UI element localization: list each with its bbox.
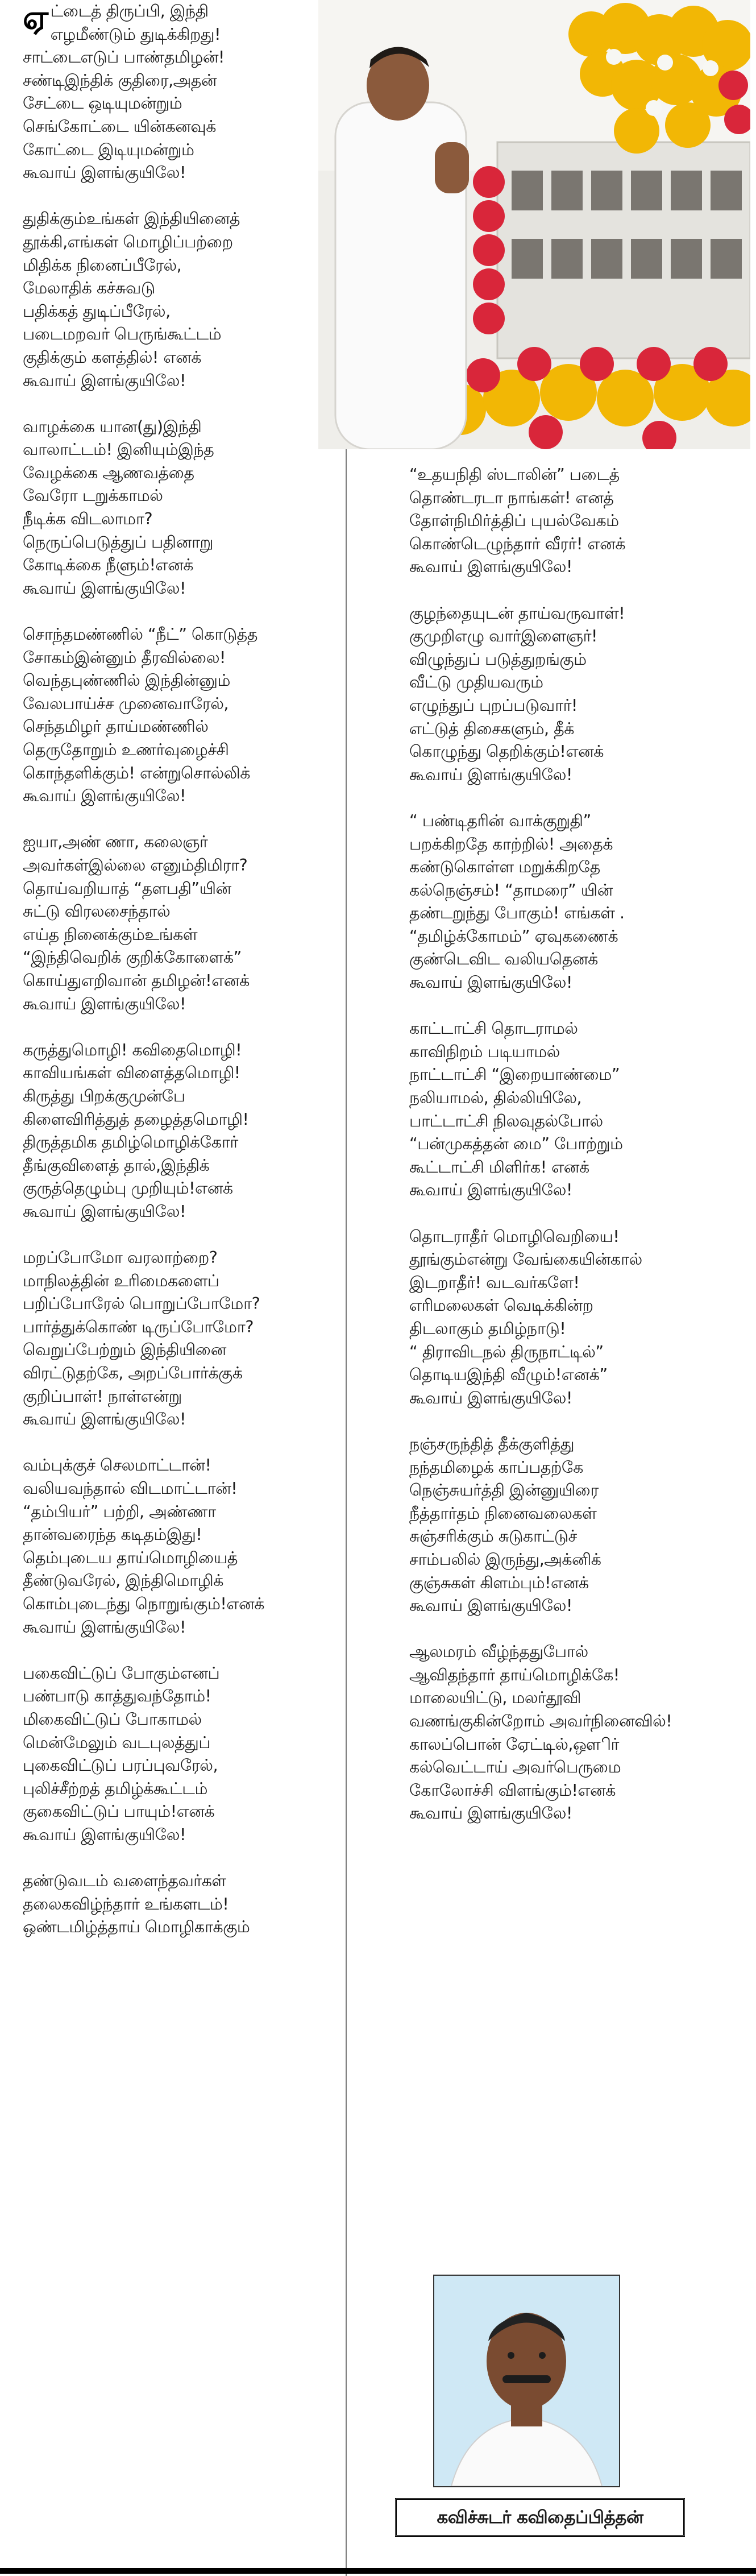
poem-line: பறிப்போரேல் பொறுப்போமோ?	[23, 1294, 260, 1314]
poem-line: வீட்டு முதியவரும்	[409, 673, 543, 692]
poem-line: தலைகவிழ்ந்தார் உங்களடம்!	[23, 1894, 229, 1914]
poem-line: குறிப்பாள்! நாள்என்று	[23, 1386, 182, 1406]
poem-line: “தம்பியர்” பற்றி, அண்ணா	[23, 1502, 216, 1521]
poem-line: விரட்டுதற்கே, அறப்போர்க்குக்	[23, 1364, 243, 1383]
poem-line: கூவாய் இளங்குயிலே!	[409, 765, 572, 784]
poem-line: தொடராதீர் மொழிவெறியை!	[409, 1227, 620, 1246]
poem-line: கூவாய் இளங்குயிலே!	[409, 1596, 572, 1616]
poem-line: சோகம்இன்னும் தீரவில்லை!	[23, 648, 226, 667]
poem-line: கூவாய் இளங்குயிலே!	[23, 371, 186, 390]
poem-line: புகைவிட்டுப் பரப்புவரேல்,	[23, 1756, 218, 1775]
poem-line: வேழக்கை ஆணவத்தை	[23, 463, 194, 482]
poem-line: கூவாய் இளங்குயிலே!	[23, 786, 186, 806]
poem-stanza	[23, 1246, 307, 1431]
poem-line: கூவாய் இளங்குயிலே!	[409, 1181, 572, 1200]
poem-line: வேரோ டறுக்காமல்	[23, 486, 163, 506]
poem-line: கொந்தளிக்கும்! என்றுசொல்லிக்	[23, 763, 250, 782]
poem-line: கூவாய் இளங்குயிலே!	[409, 1804, 572, 1823]
poem-line: நீடிக்க விடலாமா?	[23, 510, 153, 529]
poem-line: பதிக்கத் துடிப்பீரேல்,	[23, 301, 171, 321]
poem-line: கூவாய் இளங்குயிலே!	[23, 1617, 186, 1637]
poem-line: “ திராவிடநல் திருநாட்டில்”	[409, 1342, 604, 1361]
poem-line: காலப்பொன் ஏேட்டில்,ஔிர்	[409, 1734, 619, 1754]
poem-stanza	[23, 416, 307, 600]
poem-stanza	[409, 463, 745, 579]
poem-line: தூக்கி,எங்கள் மொழிப்பற்றை	[23, 232, 233, 251]
poem-line: குண்டெவிட வலியதெனக்	[409, 950, 598, 969]
poem-line: நெருப்பெடுத்துப் பதினாறு	[23, 532, 213, 552]
poem-line: “பன்முகத்தன் மை” போற்றும்	[409, 1134, 623, 1154]
poem-stanza	[409, 810, 745, 995]
poem-line: இடறாதீர்! வடவர்களே!	[409, 1273, 580, 1292]
poem-line: கூவாய் இளங்குயிலே!	[23, 1202, 186, 1221]
bottom-rule	[0, 2568, 756, 2574]
poem-line: செந்தமிழர் தாய்மண்ணில்	[23, 717, 209, 736]
poem-left-column	[23, 0, 307, 1939]
poem-line: தொய்வறியாத் “தளபதி”யின்	[23, 879, 231, 898]
poem-line: மாநிலத்தின் உரிமைகளைப்	[23, 1271, 219, 1290]
poem-line: கூவாய் இளங்குயிலே!	[409, 557, 572, 577]
poem-line: கூவாய் இளங்குயிலே!	[409, 973, 572, 992]
poem-line: கூவாய் இளங்குயிலே!	[23, 163, 186, 183]
poem-line: தெம்புடைய தாய்மொழியைத்	[23, 1548, 238, 1567]
poem-line: நெஞ்சுயர்த்தி இன்னுயிரை	[409, 1481, 599, 1500]
poem-line: தெருதோறும் உணர்வுழைச்சி	[23, 740, 229, 759]
poem-line: வாலாட்டம்! இனியும்இந்த	[23, 440, 214, 459]
poem-line: கிளைவிரித்துத் தழைத்தமொழி!	[23, 1109, 249, 1129]
column-divider	[346, 449, 347, 2576]
poem-line: வெந்தபுண்ணில் இந்தின்னும்	[23, 671, 230, 690]
poem-line: “தமிழ்க்கோமம்” ஏவுகணைக்	[409, 926, 618, 946]
poem-line: நாட்டாட்சி “இறையாண்மை”	[409, 1065, 620, 1084]
poem-line: எழமீண்டும் துடிக்கிறது!	[50, 24, 221, 44]
poem-line: கோட்டை இடியுமன்றும்	[23, 140, 194, 159]
poem-stanza	[23, 623, 307, 808]
poem-line: மிகைவிட்டுப் போகாமல்	[23, 1709, 202, 1729]
poem-line: கூவாய் இளங்குயிலே!	[409, 1388, 572, 1407]
poem-line: கிருத்து பிறக்குமுன்பே	[23, 1086, 185, 1105]
poem-line: சொந்தமண்ணில் “நீட்” கொடுத்த	[23, 625, 257, 644]
poem-line: குதிக்கும் களத்தில்! எனக்	[23, 347, 202, 367]
poem-line: வாழக்கை யான(து)இந்தி	[23, 417, 202, 436]
poem-line: குஞ்சுகள் கிளம்பும்!எனக்	[409, 1573, 589, 1592]
poem-line: சாட்டைஎடுப் பாண்தமிழன்!	[23, 48, 225, 67]
drop-cap: ஏ	[23, 0, 48, 36]
poem-stanza	[409, 1641, 745, 1825]
poem-line: ஆலமரம் வீழ்ந்ததுபோல்	[409, 1642, 588, 1662]
poem-line: தான்வரைந்த கடிதம்இது!	[23, 1525, 202, 1544]
poem-stanza	[23, 1039, 307, 1224]
poem-right-column	[409, 463, 745, 1825]
poem-line: கூவாய் இளங்குயிலே!	[23, 994, 186, 1013]
poem-line: பாட்டாட்சி நிலவுதல்போல்	[409, 1111, 603, 1130]
poem-line: கூவாய் இளங்குயிலே!	[23, 1410, 186, 1429]
poem-line: காவிநிறம் படியாமல்	[409, 1042, 560, 1061]
poem-line: கொம்புடைந்து நொறுங்கும்!எனக்	[23, 1594, 264, 1613]
poem-line: பண்பாடு காத்துவந்தோம்!	[23, 1687, 211, 1706]
poem-line: சேட்டை ஒடியுமன்றும்	[23, 94, 182, 113]
poem-line: நலியாமல், தில்லியிலே,	[409, 1088, 582, 1108]
poem-line: மாலையிட்டு, மலர்தூவி	[409, 1688, 581, 1708]
poem-line: மென்மேலும் வடபுலத்துப்	[23, 1733, 211, 1752]
poem-line: தொடியஇந்தி வீழும்!எனக்”	[409, 1365, 608, 1385]
poem-line: ஆவிதந்தார் தாய்மொழிக்கே!	[409, 1665, 620, 1684]
poem-line: தண்டுவடம் வளைந்தவர்கள்	[23, 1871, 226, 1891]
poem-line: கொய்துஎறிவான் தமிழன்!எனக்	[23, 971, 250, 990]
poem-line: காட்டாட்சி தொடராமல்	[409, 1019, 578, 1038]
poem-line: காவியங்கள் விளைத்தமொழி!	[23, 1063, 240, 1083]
poem-stanza	[409, 1433, 745, 1618]
poem-line: பறக்கிறதே காற்றில்! அதைக்	[409, 834, 613, 854]
poem-stanza	[409, 602, 745, 787]
poem-line: பார்த்துக்கொண் டிருப்போமோ?	[23, 1317, 254, 1336]
poem-line: ஏட்டைத் திருப்பி, இந்தி	[23, 0, 209, 36]
poem-line: வேலபாய்ச்ச முனைவாரேல்,	[23, 694, 229, 713]
poem-line: எழுந்துப் புறப்படுவார்!	[409, 695, 578, 715]
poem-line: தீண்டுவரேல், இந்திமொழிக்	[23, 1571, 223, 1591]
poem-line: “உதயநிதி ஸ்டாலின்” படைத்	[409, 465, 620, 484]
poem-stanza	[409, 1225, 745, 1410]
poem-line: சுஞ்சரிக்கும் சுடுகாட்டுச்	[409, 1527, 577, 1546]
poem-line: தோள்நிமிர்த்திப் புயல்வேகம்	[409, 511, 619, 531]
poem-line: சாம்பலில் இருந்து,அக்னிக்	[409, 1550, 601, 1569]
poem-line: வம்புக்குச் செலமாட்டான்!	[23, 1456, 211, 1475]
author-photo	[433, 2275, 620, 2487]
poem-line: புலிச்சீற்றத் தமிழ்க்கூட்டம்	[23, 1779, 207, 1798]
poem-stanza	[23, 1870, 307, 1939]
poem-stanza	[23, 1662, 307, 1847]
poem-line: படைமறவர் பெருங்கூட்டம்	[23, 325, 222, 344]
poem-line: எட்டுத் திசைகளும், தீக்	[409, 719, 574, 738]
poem-line: எரிமலைகள் வெடிக்கின்ற	[409, 1296, 593, 1315]
poem-line: ஐயா,அண் ணா, கலைஞர்	[23, 833, 208, 852]
poem-line: நந்தமிழைக் காப்பதற்கே	[409, 1457, 583, 1477]
poem-stanza	[23, 0, 307, 185]
poem-line: குகைவிட்டுப் பாயும்!எனக்	[23, 1802, 215, 1821]
poem-stanza	[409, 1017, 745, 1202]
poem-line: செங்கோட்டை யின்கனவுக்	[23, 117, 216, 136]
poem-line: எய்த நினைக்கும்உங்கள்	[23, 925, 198, 944]
poem-line: “இந்திவெறிக் குறிக்கோளைக்”	[23, 948, 242, 967]
poem-line: தூங்கும்என்று வேங்கையின்கால்	[409, 1250, 642, 1269]
poem-line: நீத்தார்தம் நினைவலைகள்	[409, 1504, 597, 1523]
poem-line: மிதிக்க நினைப்பீரேல்,	[23, 255, 182, 275]
poem-line: தீங்குவிளைத் தால்,இந்திக்	[23, 1156, 210, 1175]
author-name: கவிச்சுடர் கவிதைப்பித்தன்	[395, 2498, 685, 2537]
poem-line: கருத்துமொழி! கவிதைமொழி!	[23, 1040, 242, 1059]
poem-line: கூவாய் இளங்குயிலே!	[23, 578, 186, 598]
poem-line: தண்டறுந்து போகும்! எங்கள் .	[409, 904, 625, 923]
poem-line: குழந்தையுடன் தாய்வருவாள்!	[409, 603, 625, 623]
poem-line: கண்டுகொள்ள மறுக்கிறதே	[409, 858, 600, 877]
poem-line: ஒண்டமிழ்த்தாய் மொழிகாக்கும்	[23, 1917, 250, 1937]
poem-line: துதிக்கும்உங்கள் இந்தியினைத்	[23, 209, 240, 229]
poem-line: சண்டிஇந்திக் குதிரை,அதன்	[23, 71, 217, 90]
poem-line: கோடிக்கை நீளும்!எனக்	[23, 556, 194, 575]
poem-line: நஞ்சருந்தித் தீக்குளித்து	[409, 1434, 575, 1453]
poem-line: குருத்தெழும்பு முறியும்!எனக்	[23, 1179, 233, 1198]
poem-line: தொண்டரடா நாங்கள்! எனத்	[409, 488, 614, 507]
poem-line: பகைவிட்டுப் போகும்எனப்	[23, 1663, 220, 1683]
poem-line: வெறுப்பேற்றும் இந்தியினை	[23, 1340, 226, 1360]
poem-line: கொண்டெழுந்தார் வீரர்! எனக்	[409, 534, 626, 553]
poem-line: திருத்தமிக தமிழ்மொழிக்கோர்	[23, 1133, 238, 1152]
poem-stanza	[23, 1454, 307, 1639]
poem-line: வணங்குகின்றோம் அவர்நினைவில்!	[409, 1712, 672, 1731]
poem-line: “ பண்டிதரின் வாக்குறுதி”	[409, 811, 591, 830]
poem-line: சுட்டு விரலசைந்தால்	[23, 902, 171, 921]
poem-line: கொழுந்து தெறிக்கும்!எனக்	[409, 742, 604, 761]
poem-line: அவர்கள்இல்லை எனும்திமிரா?	[23, 855, 248, 875]
poem-line: வலியவந்தால் விடமாட்டான்!	[23, 1479, 238, 1498]
poem-stanza	[23, 208, 307, 392]
poem-line: விழுந்துப் படுத்துறங்கும்	[409, 649, 587, 669]
poem-line: கூட்டாட்சி மிளிர்க! எனக்	[409, 1157, 589, 1177]
poem-line: திடலாகும் தமிழ்நாடு!	[409, 1319, 566, 1338]
poem-line: மேலாதிக் கச்சுவடு	[23, 279, 155, 298]
poem-line: மறப்போமோ வரலாற்றை?	[23, 1248, 218, 1268]
poem-line: கோலோச்சி விளங்கும்!எனக்	[409, 1780, 616, 1800]
poem-line: குமுறிஎழு வார்இளைஞர்!	[409, 627, 597, 646]
poem-line: கல்வெட்டாய் அவர்பெருமை	[409, 1758, 621, 1777]
poem-line: கூவாய் இளங்குயிலே!	[23, 1825, 186, 1844]
poem-stanza	[23, 831, 307, 1016]
tribute-photo	[318, 0, 750, 449]
poem-line: கல்நெஞ்சம்! “தாமரை” யின்	[409, 880, 613, 900]
